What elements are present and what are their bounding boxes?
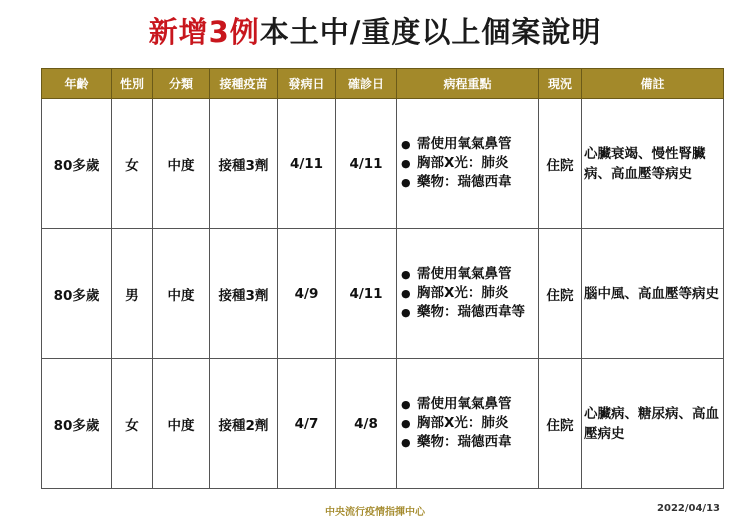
bullet-icon: ● [401, 436, 411, 449]
header-status: 現況 [539, 69, 582, 99]
course-item: ● 藥物：瑞德西韋等 [401, 304, 525, 320]
course-item: ● 需使用氧氣鼻管 [401, 396, 512, 412]
bullet-icon: ● [401, 398, 411, 411]
course-item: ● 胸部X光：肺炎 [401, 415, 509, 431]
header-confirmed: 確診日 [336, 69, 397, 99]
course-item: ● 藥物：瑞德西韋 [401, 174, 512, 190]
cell-course [397, 99, 539, 229]
cell-course [397, 359, 539, 489]
course-item: ● 藥物：瑞德西韋 [401, 434, 512, 450]
cell-onset: 4/11 [278, 99, 336, 229]
page-title [0, 12, 750, 52]
footer-date: 2022/04/13 [657, 503, 720, 514]
cell-vaccine: 接種3劑 [210, 99, 278, 229]
course-list [401, 135, 538, 192]
cell-age: 80多歲 [42, 229, 112, 359]
header-sex: 性別 [112, 69, 153, 99]
cell-status: 住院 [539, 359, 582, 489]
cell-course [397, 229, 539, 359]
cell-sex: 男 [112, 229, 153, 359]
header-age: 年齡 [42, 69, 112, 99]
cell-confirmed: 4/11 [336, 99, 397, 229]
cell-sex: 女 [112, 359, 153, 489]
header-onset: 發病日 [278, 69, 336, 99]
table-row [42, 99, 724, 229]
cell-note: 心臟衰竭、慢性腎臟病、高血壓等病史 [582, 99, 724, 229]
title-rest: 本土中/重度以上個案說明 [259, 15, 602, 49]
bullet-icon: ● [401, 306, 411, 319]
cell-status: 住院 [539, 99, 582, 229]
cell-onset: 4/9 [278, 229, 336, 359]
course-item: ● 需使用氧氣鼻管 [401, 136, 512, 152]
cell-vaccine: 接種2劑 [210, 359, 278, 489]
cell-status: 住院 [539, 229, 582, 359]
cell-vaccine: 接種3劑 [210, 229, 278, 359]
table-row [42, 359, 724, 489]
course-item: ● 胸部X光：肺炎 [401, 285, 509, 301]
header-course: 病程重點 [397, 69, 539, 99]
cell-category: 中度 [153, 359, 210, 489]
cell-age: 80多歲 [42, 99, 112, 229]
cell-confirmed: 4/8 [336, 359, 397, 489]
header-vaccine: 接種疫苗 [210, 69, 278, 99]
course-item: ● 胸部X光：肺炎 [401, 155, 509, 171]
bullet-icon: ● [401, 287, 411, 300]
table-header-row [42, 69, 724, 99]
course-item: ● 需使用氧氣鼻管 [401, 266, 512, 282]
cell-category: 中度 [153, 229, 210, 359]
table-row [42, 229, 724, 359]
bullet-icon: ● [401, 417, 411, 430]
bullet-icon: ● [401, 176, 411, 189]
title-highlight: 新增3例 [148, 15, 260, 49]
cell-confirmed: 4/11 [336, 229, 397, 359]
cell-category: 中度 [153, 99, 210, 229]
bullet-icon: ● [401, 268, 411, 281]
bullet-icon: ● [401, 157, 411, 170]
cell-sex: 女 [112, 99, 153, 229]
cell-age: 80多歲 [42, 359, 112, 489]
case-table [41, 68, 724, 489]
footer-organization: 中央流行疫情指揮中心 [325, 507, 425, 518]
bullet-icon: ● [401, 138, 411, 151]
course-list [401, 265, 538, 322]
header-category: 分類 [153, 69, 210, 99]
course-list [401, 395, 538, 452]
cell-note: 腦中風、高血壓等病史 [582, 229, 724, 359]
cell-note: 心臟病、糖尿病、高血壓病史 [582, 359, 724, 489]
header-note: 備註 [582, 69, 724, 99]
cell-onset: 4/7 [278, 359, 336, 489]
